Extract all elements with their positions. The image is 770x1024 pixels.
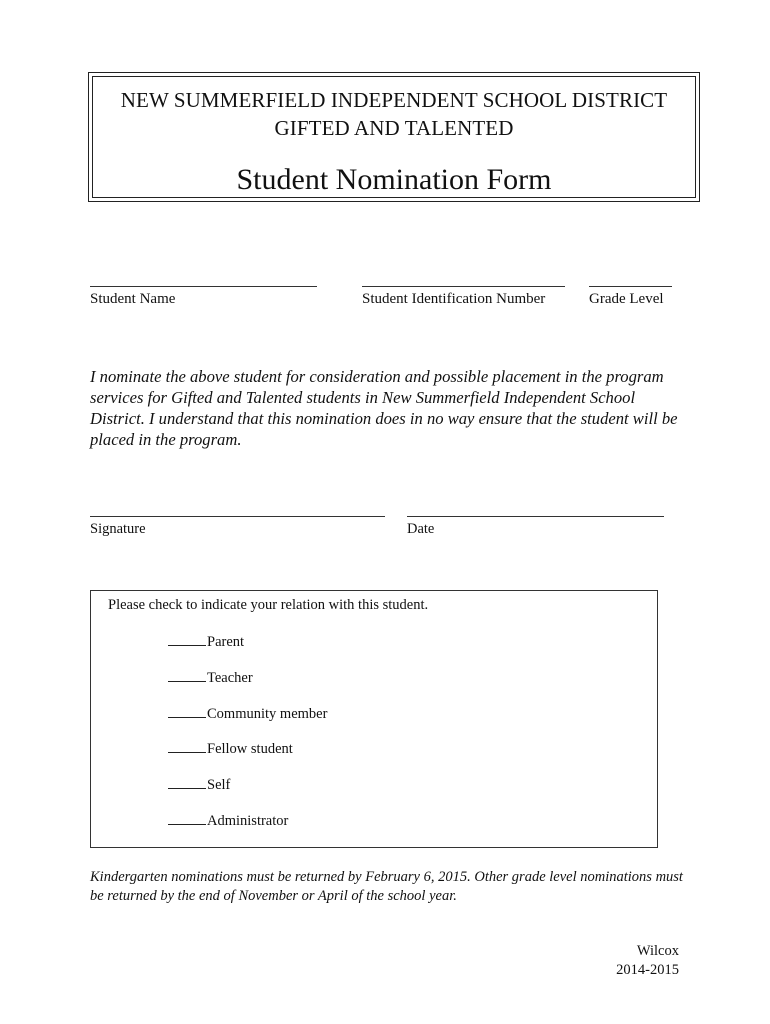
form-title: Student Nomination Form: [236, 163, 552, 196]
signature-field[interactable]: [90, 516, 385, 517]
deadline-note: Kindergarten nominations must be returned by February 6, 2015. Other grade level nominations must be returned by the end of November or April of the school year.: [90, 869, 683, 904]
check-blank[interactable]: [168, 740, 206, 753]
relation-prompt: Please check to indicate your relation with this student.: [108, 597, 429, 613]
student-id-label: Student Identification Number: [362, 291, 546, 307]
grade-level-field[interactable]: [589, 286, 672, 287]
check-blank[interactable]: [168, 669, 206, 682]
check-blank[interactable]: [168, 812, 206, 825]
nomination-statement: I nominate the above student for consideration and possible placement in the program services for Gifted and Talented students in New Summerfield Independent School District. I understand that this nomination does in no way ensure that the student will be placed in the program.: [90, 367, 678, 449]
district-name: [89, 86, 699, 142]
option-fellow-student[interactable]: [168, 740, 293, 758]
student-name-field[interactable]: [90, 286, 317, 287]
option-administrator[interactable]: [168, 812, 288, 830]
date-field[interactable]: [407, 516, 664, 517]
program-name: GIFTED AND TALENTED: [274, 116, 514, 140]
signature-label: Signature: [90, 521, 146, 537]
student-name-label: Student Name: [90, 291, 176, 307]
option-label: Administrator: [207, 813, 289, 829]
grade-level-label: Grade Level: [589, 291, 664, 307]
option-teacher[interactable]: [168, 669, 253, 687]
school-year: 2014-2015: [616, 962, 679, 978]
relation-section: [90, 590, 658, 848]
option-label: Fellow student: [207, 741, 293, 757]
option-label: Teacher: [207, 670, 253, 686]
signoff: [616, 942, 679, 980]
option-label: Community member: [207, 706, 328, 722]
option-self[interactable]: [168, 776, 230, 794]
check-blank[interactable]: [168, 705, 206, 718]
option-label: Parent: [207, 634, 245, 650]
form-header: [88, 72, 700, 202]
option-label: Self: [207, 777, 231, 793]
author-name: Wilcox: [636, 943, 679, 959]
date-label: Date: [407, 521, 435, 537]
student-id-field[interactable]: [362, 286, 565, 287]
check-blank[interactable]: [168, 633, 206, 646]
district-name-line: NEW SUMMERFIELD INDEPENDENT SCHOOL DISTRICT: [120, 88, 668, 112]
check-blank[interactable]: [168, 776, 206, 789]
option-community-member[interactable]: [168, 705, 327, 723]
option-parent[interactable]: [168, 633, 244, 651]
